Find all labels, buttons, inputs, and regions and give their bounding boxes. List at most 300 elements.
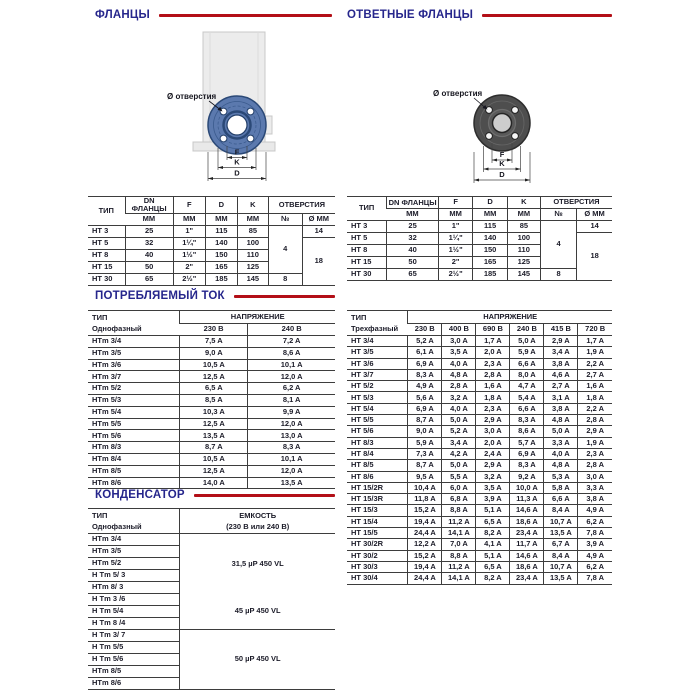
three-phase-current-table (347, 310, 612, 585)
center-bore (227, 115, 247, 135)
cell: H Tm 3 /6 (88, 594, 180, 606)
cell: D (205, 197, 237, 214)
cell: 1¼" (438, 233, 472, 245)
cell: 6,9 A (408, 403, 442, 414)
cell: 7,8 A (578, 528, 612, 539)
cell: 10,5 A (180, 453, 248, 465)
cell: 24,4 A (408, 573, 442, 584)
section-title-counter-flanges: ОТВЕТНЫЕ ФЛАНЦЫ (347, 9, 474, 21)
cell: DN ФЛАНЦЫ (125, 197, 173, 214)
cell: 7,8 A (578, 573, 612, 584)
cell: № (268, 213, 302, 225)
cell-line: (230 В или 240 В) (226, 522, 290, 531)
cell: HTm 5/2 (88, 383, 180, 395)
cell: 400 В (442, 323, 476, 336)
cell: HT 8/4 (347, 448, 408, 459)
cell: 8,6 A (510, 426, 544, 437)
cell: 13,5 A (544, 528, 578, 539)
cell: 2,9 A (476, 415, 510, 426)
cell: HT 5/6 (347, 426, 408, 437)
cell: 1,9 A (578, 347, 612, 358)
section-header-capacitor (95, 489, 335, 501)
cell: 690 В (476, 323, 510, 336)
cell: 12,0 A (248, 371, 335, 383)
cell: 3,4 A (544, 347, 578, 358)
cell: 115 (205, 225, 237, 237)
cell: 5,0 A (442, 460, 476, 471)
cell: 1" (438, 221, 472, 233)
table-row (88, 225, 335, 237)
cell: НАПРЯЖЕНИЕ (408, 311, 612, 324)
cell: 9,9 A (248, 406, 335, 418)
section-header-counter-flanges (347, 9, 612, 21)
cell: 3,4 A (442, 437, 476, 448)
cell: ММ (237, 213, 268, 225)
cell: 8,5 A (180, 394, 248, 406)
cell: 5,6 A (408, 392, 442, 403)
table-row (88, 336, 335, 348)
cell: 230 В (408, 323, 442, 336)
table-row (88, 477, 335, 489)
cell: 10,3 A (180, 406, 248, 418)
cell: HT 30/2 (347, 550, 408, 561)
table-row (88, 383, 335, 395)
cell: DN ФЛАНЦЫ (388, 197, 437, 207)
table-row (347, 269, 612, 281)
cell: 12,2 A (408, 539, 442, 550)
cell: 8,0 A (510, 369, 544, 380)
cell: 9,0 A (180, 347, 248, 359)
cell: 4,8 A (544, 460, 578, 471)
cell: HTm 8/5 (88, 666, 180, 678)
cell: ММ (387, 209, 439, 221)
cell: HT 8 (88, 249, 125, 261)
cell: ММ (125, 213, 173, 225)
cell: 2,7 A (544, 381, 578, 392)
cell: 25 (125, 225, 173, 237)
bolt-hole (486, 107, 493, 114)
cell: 1½" (438, 245, 472, 257)
cell: 18,6 A (510, 516, 544, 527)
cell: 11,2 A (442, 561, 476, 572)
cell: 2,8 A (578, 415, 612, 426)
cell: HTm 5/2 (88, 558, 180, 570)
cell: 8,2 A (476, 573, 510, 584)
table-row (347, 221, 612, 233)
cell: 1,7 A (578, 336, 612, 347)
dim-k-label: K (234, 157, 240, 167)
cell: 9,2 A (510, 471, 544, 482)
cell: 8,7 A (408, 415, 442, 426)
cell: HT 3 (88, 225, 125, 237)
cell: D (473, 197, 507, 209)
table-row (347, 197, 612, 209)
cell: ОТВЕРСТИЯ (268, 197, 335, 214)
cell: HT 3/4 (347, 336, 408, 347)
cell: 185 (205, 273, 237, 285)
cell: 3,3 A (544, 437, 578, 448)
cell: 10,5 A (180, 359, 248, 371)
cell: 2½" (173, 273, 205, 285)
cell-line: ТИП (92, 313, 108, 322)
table-row (88, 197, 335, 214)
cell: H Tm 5/ 3 (88, 570, 180, 582)
cell: HTm 8/ 3 (88, 582, 180, 594)
cell: 4,8 A (442, 369, 476, 380)
table-row (347, 336, 612, 347)
cell: 8,4 A (544, 550, 578, 561)
cell: 2,3 A (578, 448, 612, 459)
cell: 140 (473, 233, 507, 245)
cell: 8,3 A (248, 442, 335, 454)
cell: 12,5 A (180, 371, 248, 383)
cell: 23,4 A (510, 528, 544, 539)
cell: 19,4 A (408, 561, 442, 572)
cell: 5,0 A (442, 415, 476, 426)
table-row (347, 494, 612, 505)
cell: 8,7 A (180, 442, 248, 454)
cell: 85 (237, 225, 268, 237)
cell: 7,3 A (408, 448, 442, 459)
cell: 6,1 A (408, 347, 442, 358)
cell: 100 (507, 233, 540, 245)
cell: HT 8 (347, 245, 387, 257)
cell: HTm 3/7 (88, 371, 180, 383)
cell: 125 (507, 257, 540, 269)
cell: HT 5/2 (347, 381, 408, 392)
cell: 3,5 A (476, 482, 510, 493)
table-row (88, 630, 335, 642)
cell: HTm 8/3 (88, 442, 180, 454)
cell: HT 15/5 (347, 528, 408, 539)
cell: 9,5 A (408, 471, 442, 482)
cell: НАПРЯЖЕНИЕ (180, 311, 335, 324)
cell: 6,0 A (442, 482, 476, 493)
table-row (88, 406, 335, 418)
cell: 4,7 A (510, 381, 544, 392)
pump-flange-diagram (150, 30, 335, 192)
cell: 165 (473, 257, 507, 269)
cell: HT 30 (347, 269, 387, 281)
cell: 4,0 A (442, 358, 476, 369)
table-row (347, 437, 612, 448)
cell: ММ (173, 213, 205, 225)
cell: 10,1 A (248, 453, 335, 465)
cell: H Tm 5/5 (88, 642, 180, 654)
cell: HTm 8/5 (88, 465, 180, 477)
cell: HTm 3/5 (88, 347, 180, 359)
cell: 40 (125, 249, 173, 261)
cell: 415 В (544, 323, 578, 336)
cell-line: Однофазный (92, 324, 142, 333)
cell: 1,8 A (476, 392, 510, 403)
cell: HT 5/3 (347, 392, 408, 403)
cell: 32 (387, 233, 439, 245)
cell: 4,2 A (442, 448, 476, 459)
cell: 1½" (173, 249, 205, 261)
cell: 4,0 A (544, 448, 578, 459)
table-row (347, 426, 612, 437)
dim-f-label: F (234, 147, 240, 157)
cell: 65 (125, 273, 173, 285)
cell: 8,6 A (248, 347, 335, 359)
cell: 14 (577, 221, 612, 233)
cell: 5,9 A (510, 347, 544, 358)
bolt-hole (247, 108, 254, 115)
cell: 10,7 A (544, 561, 578, 572)
cell: HT 3/5 (347, 347, 408, 358)
cell: 720 В (578, 323, 612, 336)
cell: 2,8 A (476, 369, 510, 380)
cell: 12,5 A (180, 465, 248, 477)
cell (88, 509, 180, 534)
cell: 14 (302, 225, 335, 237)
table-row (88, 371, 335, 383)
cell: 3,1 A (544, 392, 578, 403)
cell: HT 5 (347, 233, 387, 245)
cell: 11,8 A (408, 494, 442, 505)
holes-label: Ø отверстия (433, 89, 483, 98)
cell: HT 3/7 (347, 369, 408, 380)
section-title-flanges: ФЛАНЦЫ (95, 9, 150, 21)
cell-line: ЕМКОСТЬ (239, 511, 277, 520)
cell: 185 (473, 269, 507, 281)
table-row (88, 594, 335, 606)
cell: 8,3 A (510, 415, 544, 426)
section-title-current: ПОТРЕБЛЯЕМЫЙ ТОК (95, 290, 225, 302)
cell: 12,0 A (248, 465, 335, 477)
cell: 2,4 A (476, 448, 510, 459)
cell: HT 5/5 (347, 415, 408, 426)
cell: ММ (205, 213, 237, 225)
cell: H Tm 5/6 (88, 654, 180, 666)
section-title-capacitor: КОНДЕНСАТОР (95, 489, 185, 501)
cell: 1" (173, 225, 205, 237)
cell: 4,0 A (442, 403, 476, 414)
dim-d-label: D (499, 170, 505, 179)
cell: 145 (507, 269, 540, 281)
cell: K (507, 197, 540, 209)
cell: H Tm 8 /4 (88, 618, 180, 630)
cell: 23,4 A (510, 573, 544, 584)
cell: 32 (125, 237, 173, 249)
cell: 1,9 A (578, 437, 612, 448)
cell: 125 (237, 261, 268, 273)
red-rule (482, 14, 612, 17)
cell: HT 5/4 (347, 403, 408, 414)
bolt-hole (220, 135, 227, 142)
cell: 5,7 A (510, 437, 544, 448)
cell: 10,7 A (544, 516, 578, 527)
table-row (347, 573, 612, 584)
cell: 11,2 A (442, 516, 476, 527)
table-row (88, 430, 335, 442)
cell: 14,6 A (510, 550, 544, 561)
cell: ТИП (347, 197, 387, 221)
cell: 8,8 A (442, 505, 476, 516)
cell: HTm 3/4 (88, 336, 180, 348)
cell: 165 (205, 261, 237, 273)
cell: 115 (473, 221, 507, 233)
cell: 15,2 A (408, 550, 442, 561)
cell: 2,8 A (442, 381, 476, 392)
cell: 1,6 A (476, 381, 510, 392)
table-row (347, 460, 612, 471)
counter-flange-dimensions-table (347, 196, 612, 281)
table-row (347, 528, 612, 539)
table-row (88, 453, 335, 465)
table-row (88, 534, 335, 546)
cell: HT 8/3 (347, 437, 408, 448)
cell: 5,2 A (408, 336, 442, 347)
table-row (347, 561, 612, 572)
cell: ОТВЕРСТИЯ (540, 197, 612, 209)
bolt-hole (512, 107, 519, 114)
cell: 12,5 A (180, 418, 248, 430)
table-row (347, 392, 612, 403)
red-rule (194, 494, 335, 497)
cell: HT 3/6 (347, 358, 408, 369)
cell: 5,1 A (476, 550, 510, 561)
cell: 14,6 A (510, 505, 544, 516)
cell: 3,0 A (442, 336, 476, 347)
cell: 2,9 A (578, 426, 612, 437)
bolt-hole (486, 133, 493, 140)
bolt-hole (512, 133, 519, 140)
cell: 40 (387, 245, 439, 257)
cell (88, 311, 180, 336)
table-row (347, 550, 612, 561)
table-row (88, 394, 335, 406)
dim-d-label: D (234, 168, 240, 178)
cell: H Tm 3/ 7 (88, 630, 180, 642)
cell: Ø ММ (577, 209, 612, 221)
cell: 6,2 A (248, 383, 335, 395)
cell: 19,4 A (408, 516, 442, 527)
cell: 13,5 A (544, 573, 578, 584)
cell: 2,0 A (476, 437, 510, 448)
table-row (347, 209, 612, 221)
cell: 8 (540, 269, 576, 281)
cell: 3,8 A (578, 494, 612, 505)
cell: ТИП (88, 197, 125, 226)
table-row (347, 347, 612, 358)
cell: 6,5 A (476, 561, 510, 572)
cell: HT 30/2R (347, 539, 408, 550)
cell: 25 (387, 221, 439, 233)
cell: 2,7 A (578, 369, 612, 380)
cell: 4,6 A (544, 369, 578, 380)
cell: 9,0 A (408, 426, 442, 437)
flange-face (208, 96, 266, 154)
table-row (347, 369, 612, 380)
flange-dimensions-table (88, 196, 335, 286)
cell: 14,1 A (442, 528, 476, 539)
cell: ММ (507, 209, 540, 221)
cell: HTm 5/6 (88, 430, 180, 442)
cell: 6,2 A (578, 516, 612, 527)
cell: 145 (237, 273, 268, 285)
cell: 4,9 A (408, 381, 442, 392)
cell: 150 (205, 249, 237, 261)
cell: K (237, 197, 268, 214)
table-row (88, 418, 335, 430)
cell: 3,8 A (544, 403, 578, 414)
cell: 6,9 A (510, 448, 544, 459)
cell: 50 µP 450 VL (180, 630, 335, 690)
cell: 4,8 A (544, 415, 578, 426)
cell: HTm 3/4 (88, 534, 180, 546)
cell: HTm 8/6 (88, 477, 180, 489)
cell-line: Однофазный (92, 522, 142, 531)
cell: 110 (507, 245, 540, 257)
cell: 14,0 A (180, 477, 248, 489)
table-row (347, 448, 612, 459)
holes-label: Ø отверстия (167, 92, 217, 101)
cell: 3,3 A (578, 482, 612, 493)
cell: 3,9 A (578, 539, 612, 550)
cell: 7,5 A (180, 336, 248, 348)
cell: 31,5 µP 450 VL (180, 534, 335, 594)
cell: 1,6 A (578, 381, 612, 392)
section-header-current (95, 290, 335, 302)
cell: 2" (438, 257, 472, 269)
cell: 240 В (510, 323, 544, 336)
cell: 140 (205, 237, 237, 249)
cell: ММ (473, 209, 507, 221)
cell: 5,0 A (544, 426, 578, 437)
section-header-flanges (95, 9, 332, 21)
cell: HT 15/3 (347, 505, 408, 516)
cell: HT 15/4 (347, 516, 408, 527)
cell: 12,0 A (248, 418, 335, 430)
cell: 65 (387, 269, 439, 281)
cell: 6,5 A (180, 383, 248, 395)
table-row (347, 516, 612, 527)
cell: 50 (125, 261, 173, 273)
table-row (347, 471, 612, 482)
cell: 5,3 A (544, 471, 578, 482)
cell: F (173, 197, 205, 214)
red-rule (159, 14, 332, 17)
cell: 4 (268, 225, 302, 273)
cell: HT 8/5 (347, 460, 408, 471)
counter-flange-diagram (428, 42, 613, 192)
cell: 5,2 A (442, 426, 476, 437)
cell: 3,0 A (578, 471, 612, 482)
cell: 6,8 A (442, 494, 476, 505)
cell: 11,3 A (510, 494, 544, 505)
cell: 6,6 A (510, 358, 544, 369)
table-row (88, 347, 335, 359)
cell: 2,9 A (544, 336, 578, 347)
cell: 15,2 A (408, 505, 442, 516)
dim-k-label: K (499, 159, 505, 168)
cell: 3,2 A (442, 392, 476, 403)
table-row (347, 403, 612, 414)
cell: 240 В (248, 323, 335, 336)
cell: HTm 5/3 (88, 394, 180, 406)
cell: HTm 3/6 (88, 359, 180, 371)
cell: 3,5 A (442, 347, 476, 358)
capacitor-table (88, 508, 335, 690)
cell: 10,1 A (248, 359, 335, 371)
cell: 6,9 A (408, 358, 442, 369)
cell: 8 (268, 273, 302, 285)
cell: HT 8/6 (347, 471, 408, 482)
cell: HTm 8/4 (88, 453, 180, 465)
cell: 5,4 A (510, 392, 544, 403)
